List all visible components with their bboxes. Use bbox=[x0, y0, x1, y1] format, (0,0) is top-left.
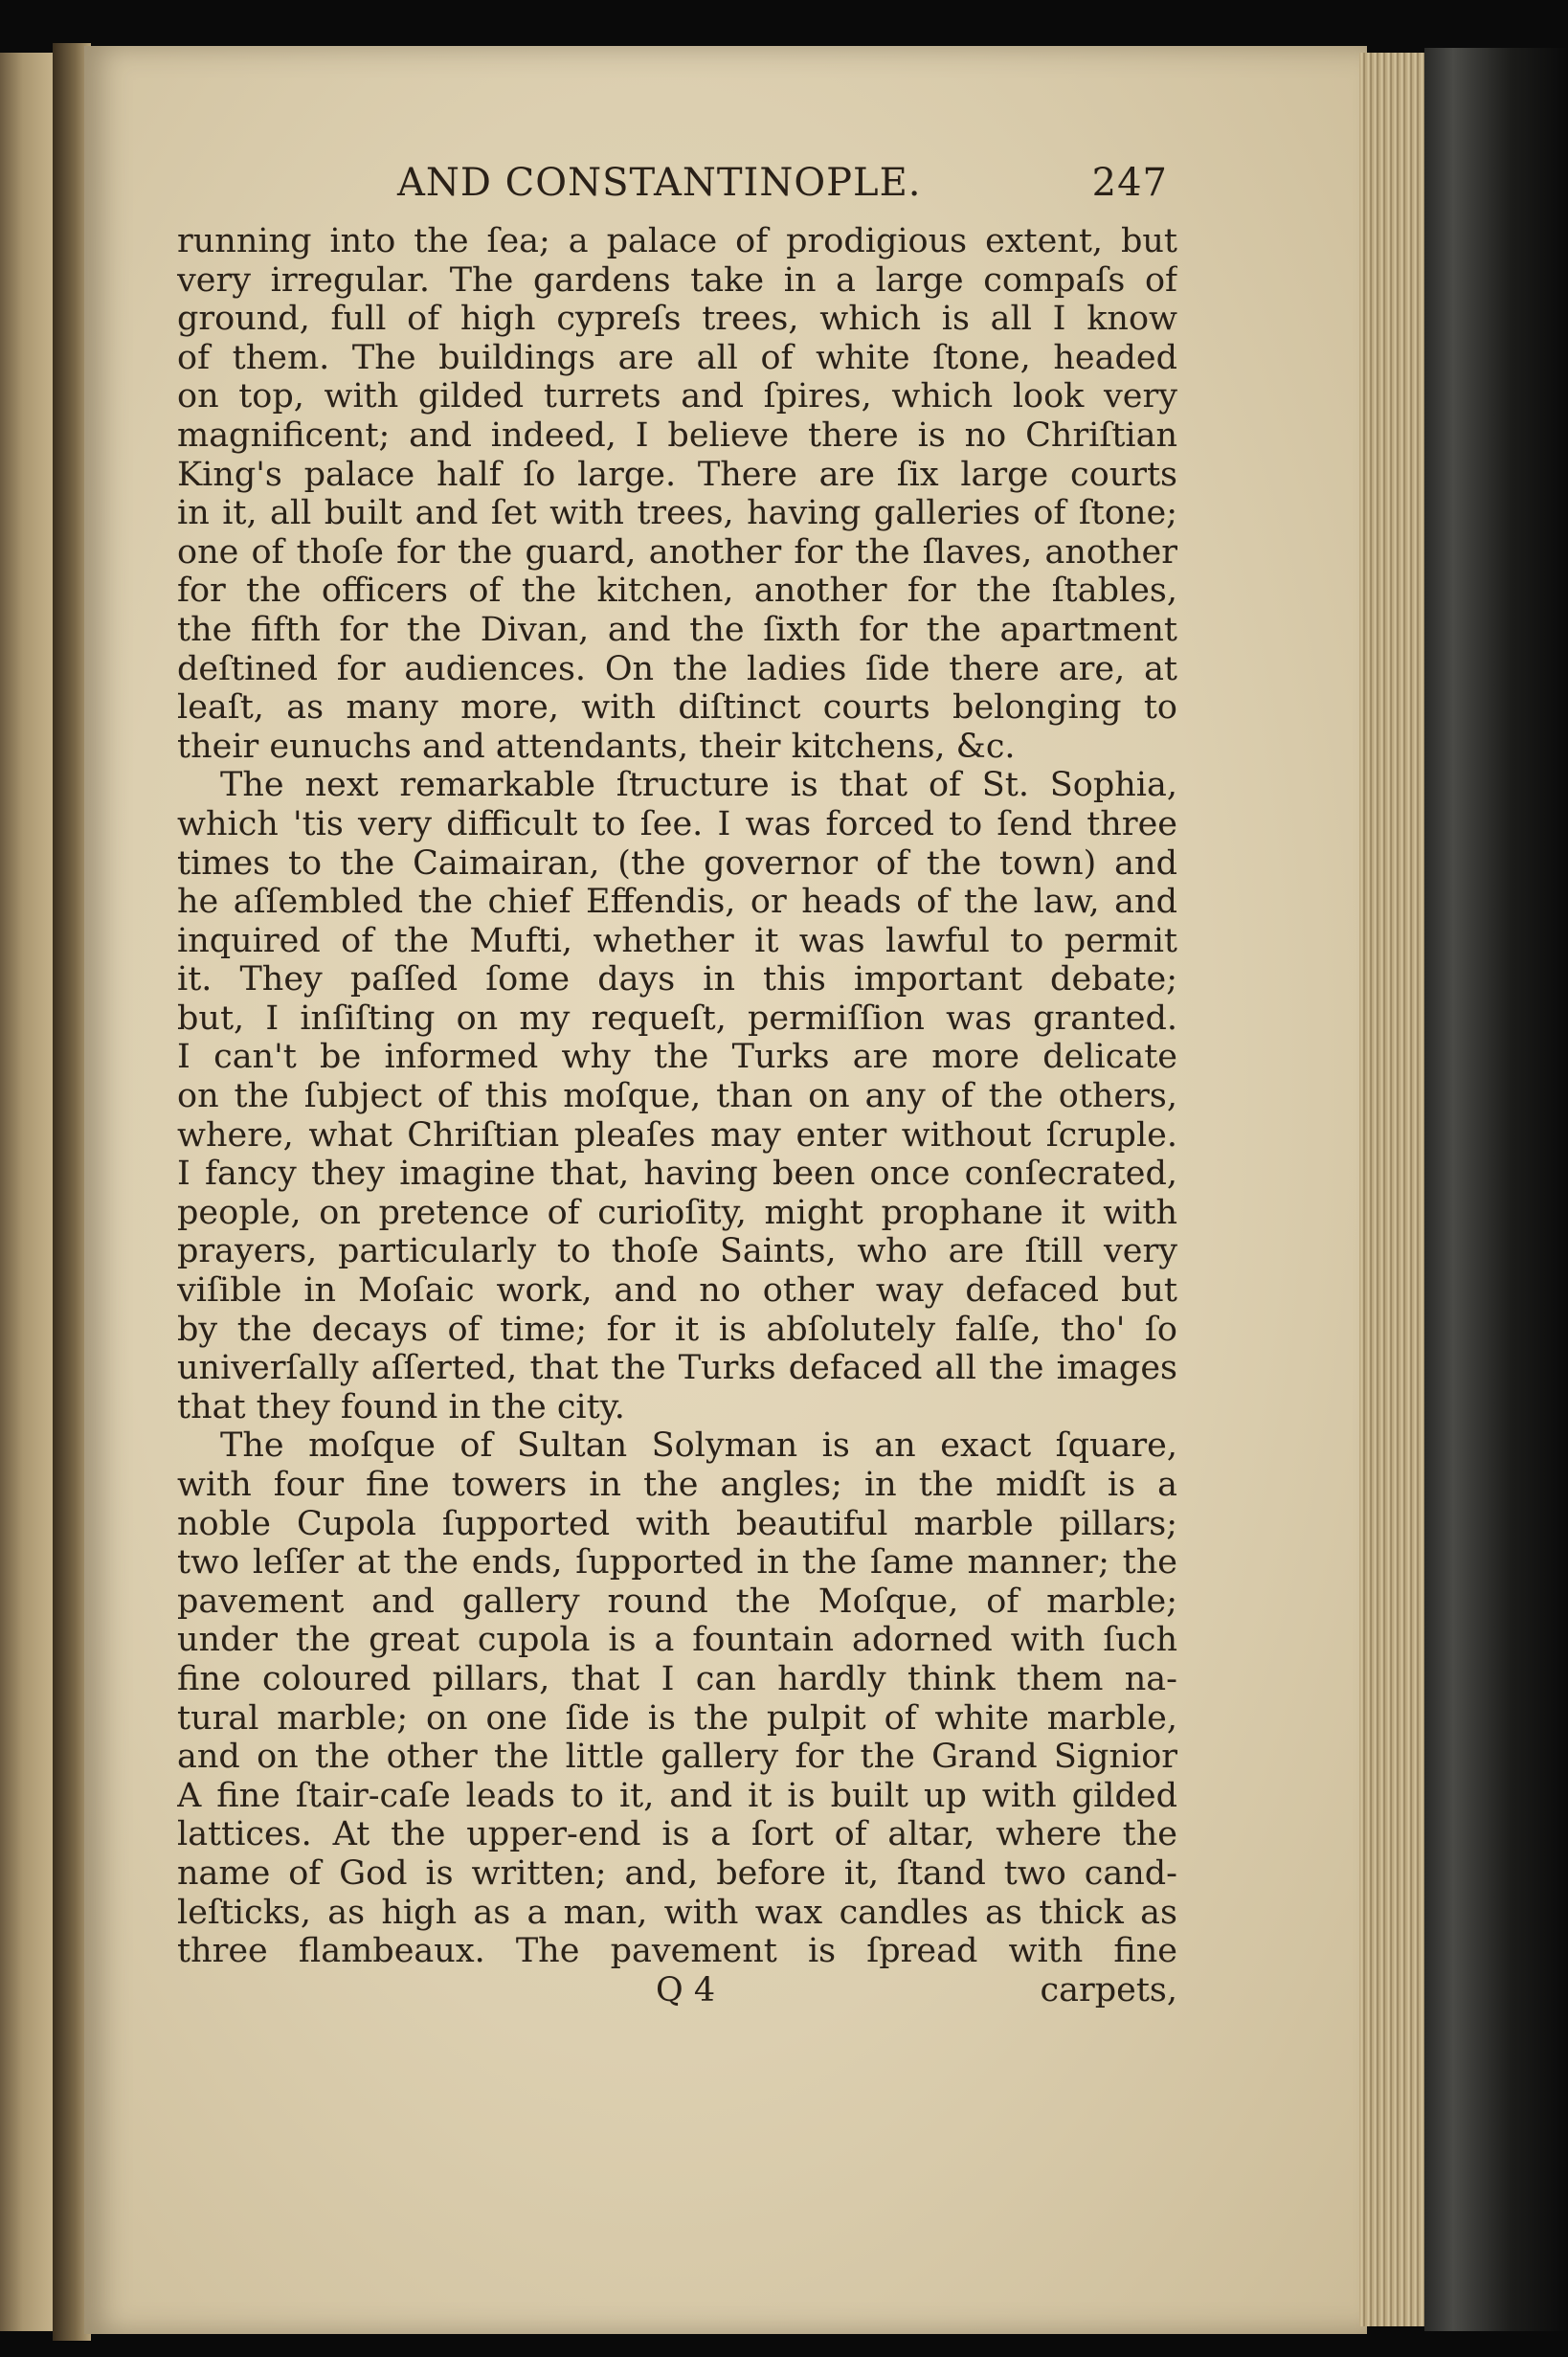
text-line: three flambeaux. The pavement is ſpread with fine bbox=[177, 1932, 1177, 1971]
text-line: deſtined for audiences. On the ladies ſide there are, at bbox=[177, 649, 1177, 688]
page-edges bbox=[1359, 53, 1426, 2326]
text-line: viſible in Moſaic work, and no other way defaced but bbox=[177, 1271, 1177, 1311]
book-binding bbox=[1424, 48, 1568, 2331]
text-line: leaſt, as many more, with diſtinct courts belonging to bbox=[177, 688, 1177, 728]
text-line: prayers, particularly to thoſe Saints, who are ſtill very bbox=[177, 1232, 1177, 1271]
page-number: 247 bbox=[1091, 161, 1168, 205]
page-footer bbox=[177, 1971, 1177, 2013]
body-text bbox=[177, 222, 1177, 1971]
text-line: noble Cupola ſupported with beautiful marble pillars; bbox=[177, 1504, 1177, 1543]
text-line: lattices. At the upper-end is a ſort of altar, where the bbox=[177, 1815, 1177, 1854]
text-line: one of thoſe for the guard, another for the ſlaves, another bbox=[177, 532, 1177, 572]
running-head bbox=[177, 153, 1177, 211]
catchword: carpets, bbox=[1040, 1970, 1177, 2009]
text-line: pavement and gallery round the Moſque, of marble; bbox=[177, 1582, 1177, 1621]
text-line: on top, with gilded turrets and ſpires, which look very bbox=[177, 377, 1177, 416]
text-line: their eunuchs and attendants, their kitchens, &c. bbox=[177, 727, 1016, 766]
text-line: with four fine towers in the angles; in the midſt is a bbox=[177, 1466, 1177, 1504]
text-line: times to the Caimairan, (the governor of the town) and bbox=[177, 843, 1177, 883]
text-line: tural marble; on one ſide is the pulpit of white marble, bbox=[177, 1698, 1177, 1738]
text-line: I can't be informed why the Turks are more delicate bbox=[177, 1038, 1177, 1077]
text-line: King's palace half ſo large. There are ſix large courts bbox=[177, 455, 1177, 494]
text-line: the fifth for the Divan, and the ſixth for the apartment bbox=[177, 610, 1177, 649]
text-line: he aſſembled the chief Effendis, or heads of the law, and bbox=[177, 883, 1177, 922]
facing-page-edge bbox=[0, 53, 57, 2331]
text-line: fine coloured pillars, that I can hardly think them na- bbox=[177, 1659, 1177, 1698]
signature-mark: Q 4 bbox=[656, 1970, 716, 2009]
text-line: which 'tis very difficult to ſee. I was forced to ſend three bbox=[177, 804, 1177, 843]
text-line: running into the ſea; a palace of prodigious extent, but bbox=[177, 222, 1177, 260]
text-line: people, on pretence of curioſity, might prophane it with bbox=[177, 1193, 1177, 1232]
text-line: of them. The buildings are all of white ſtone, headed bbox=[177, 338, 1177, 377]
text-line: and on the other the little gallery for the Grand Signior bbox=[177, 1738, 1177, 1777]
running-head-title: AND CONSTANTINOPLE. bbox=[397, 161, 922, 205]
text-line: univerſally aſſerted, that the Turks defaced all the images bbox=[177, 1349, 1177, 1388]
text-line: in it, all built and ſet with trees, having galleries of ſtone; bbox=[177, 494, 1177, 533]
text-line: The moſque of Sultan Solyman is an exact ſquare, bbox=[220, 1426, 1177, 1466]
page-text-block bbox=[177, 153, 1177, 2013]
text-line: leſticks, as high as a man, with wax candles as thick as bbox=[177, 1893, 1177, 1932]
text-line: under the great cupola is a fountain adorned with ſuch bbox=[177, 1621, 1177, 1660]
text-line: two leſſer at the ends, ſupported in the ſame manner; the bbox=[177, 1543, 1177, 1583]
text-line: very irregular. The gardens take in a large compaſs of bbox=[177, 260, 1177, 300]
text-line: where, what Chriſtian pleaſes may enter without ſcruple. bbox=[177, 1115, 1177, 1155]
text-line: A fine ſtair-caſe leads to it, and it is built up with gilded bbox=[177, 1776, 1177, 1815]
text-line: but, I inſiſting on my requeſt, permiſſion was granted. bbox=[177, 999, 1177, 1038]
text-line: inquired of the Mufti, whether it was lawful to permit bbox=[177, 921, 1177, 960]
text-line: that they found in the city. bbox=[177, 1387, 625, 1426]
text-line: The next remarkable ſtructure is that of St. Sophia, bbox=[220, 766, 1177, 805]
text-line: I fancy they imagine that, having been once conſecrated, bbox=[177, 1155, 1177, 1194]
text-line: for the officers of the kitchen, another for the ſtables, bbox=[177, 572, 1177, 611]
text-line: ground, full of high cypreſs trees, which is all I know bbox=[177, 300, 1177, 339]
text-line: it. They paſſed ſome days in this important debate; bbox=[177, 960, 1177, 999]
text-line: name of God is written; and, before it, ſtand two cand- bbox=[177, 1853, 1177, 1893]
text-line: on the ſubject of this moſque, than on any of the others, bbox=[177, 1077, 1177, 1116]
text-line: magnificent; and indeed, I believe there is no Chriſtian bbox=[177, 415, 1177, 455]
text-line: by the decays of time; for it is abſolutely falſe, tho' ſo bbox=[177, 1310, 1177, 1349]
